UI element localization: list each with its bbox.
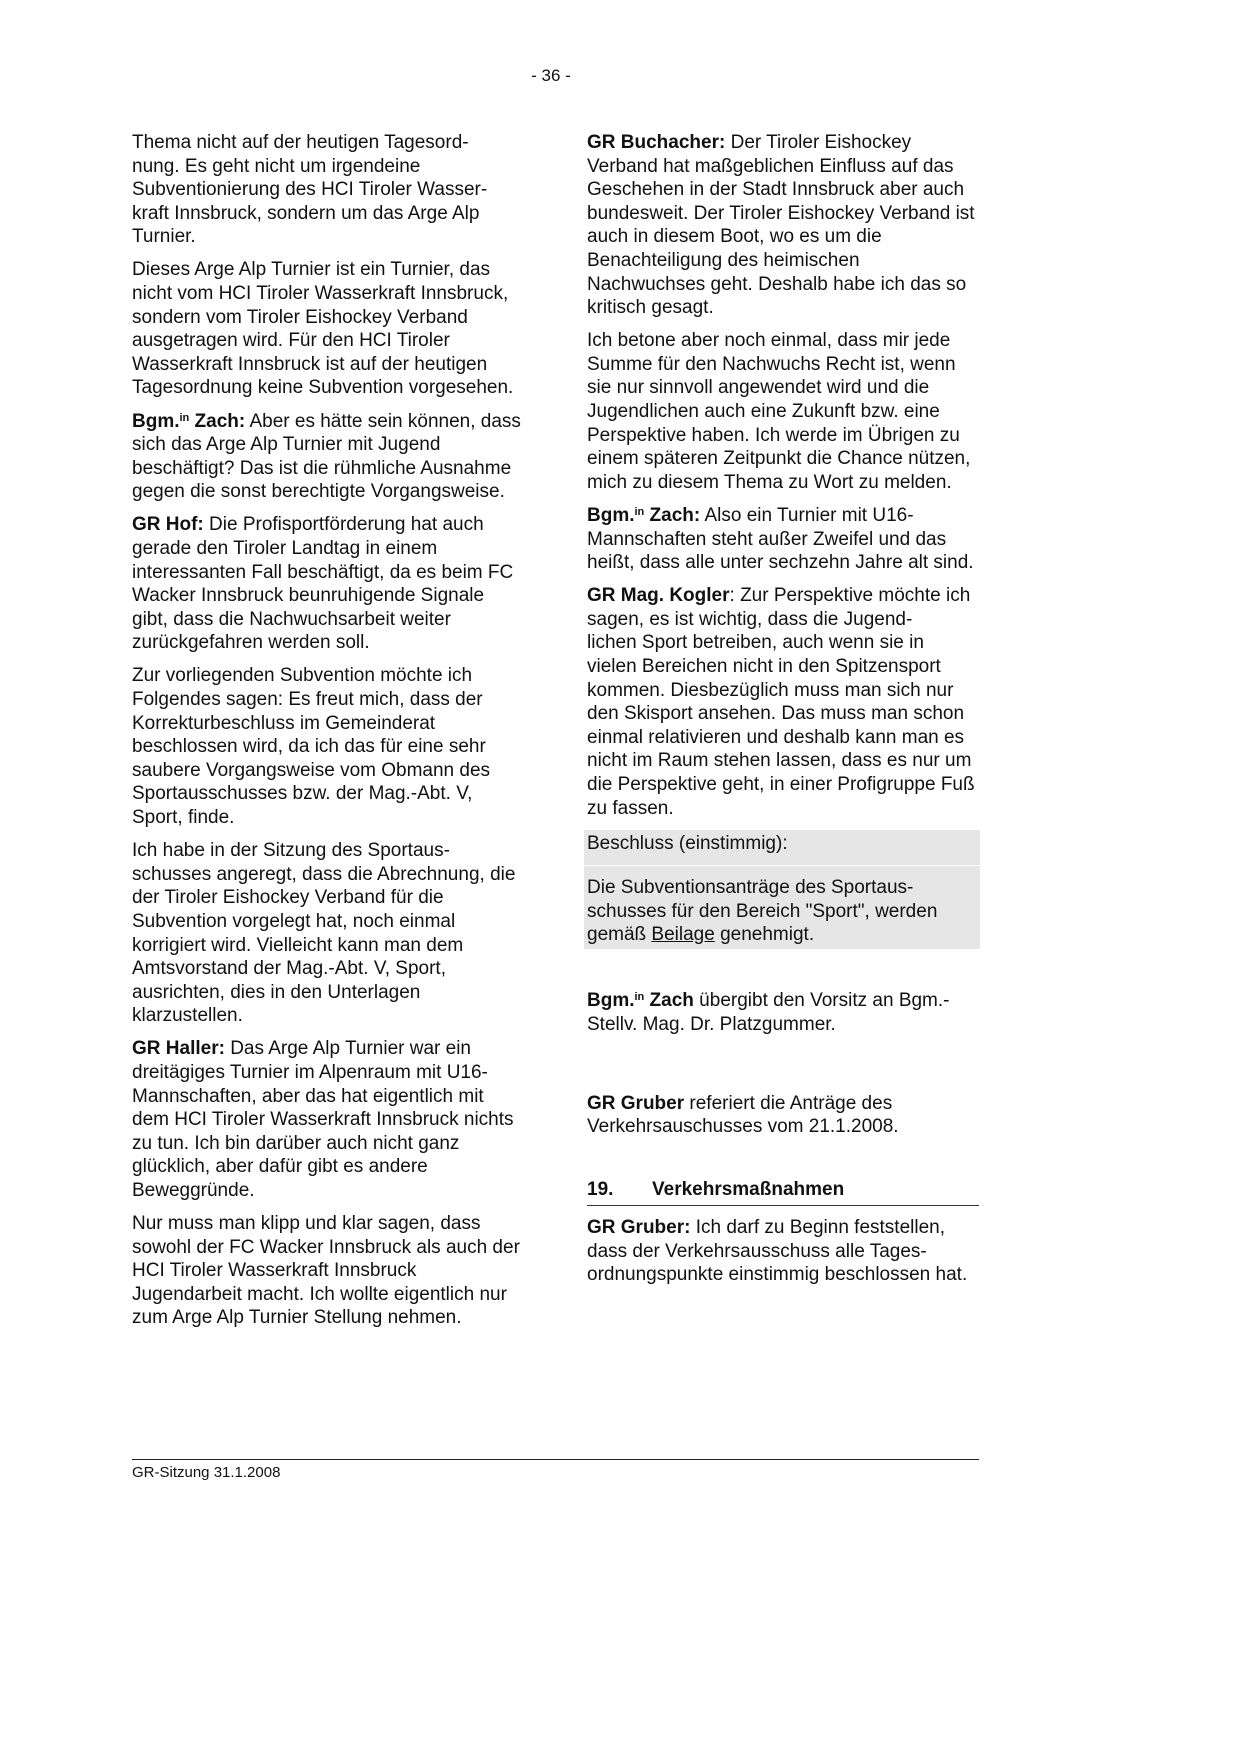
- speaker-name: GR Buchacher:: [587, 132, 726, 153]
- speech-paragraph: GR Gruber: Ich darf zu Beginn feststellen, dass der Verkehrsausschuss alle Tages- ordnungspunkte einstimmig beschlossen hat.: [587, 1216, 968, 1286]
- report-paragraph: GR Gruber referiert die Anträge des Verkehrsauschusses vom 21.1.2008.: [587, 1092, 899, 1138]
- speech-paragraph: GR Buchacher: Der Tiroler Eishockey Verband hat maßgeblichen Einfluss auf das Geschehen in der Stadt Innsbruck aber auch bundesweit. Der Tiroler Eishockey Verband ist auch in diesem Boot, wo es um die Benachteiligung des heimischen Nachwuchses geht. Deshalb habe ich das so kritisch gesagt.: [587, 132, 975, 319]
- speaker-name: Bgm.$^{in}$ Zach: [587, 990, 694, 1011]
- speaker-name: GR Hof:: [132, 514, 204, 536]
- speaker-name: GR Mag. Kogler: [587, 585, 730, 607]
- resolution-box: [584, 830, 980, 949]
- speaker-name: GR Gruber: [587, 1092, 685, 1114]
- speech-paragraph: Bgm.$^{in}$ Zach: Also ein Turnier mit U16- Mannschaften steht außer Zweifel und das heißt, dass alle unter sechzehn Jahre alt sind.: [587, 504, 974, 574]
- resolution-title: Beschluss (einstimmig):: [584, 832, 980, 867]
- left-column: [132, 131, 522, 1340]
- paragraph: Zur vorliegenden Subvention möchte ich Folgendes sagen: Es freut mich, dass der Korrekturbeschluss im Gemeinderat beschlossen wird, da ich das für eine sehr saubere Vorgangsweise vom Obmann des Sportausschusses bzw. der Mag.-Abt. V, Sport, finde.: [132, 665, 491, 829]
- resolution-text: Die Subventionsanträge des Sportaus- schusses für den Bereich "Sport", werden gemäß Beilage genehmigt.: [587, 877, 938, 946]
- paragraph: Ich habe in der Sitzung des Sportaus- schusses angeregt, dass die Abrechnung, die der Tiroler Eishockey Verband für die Subvention vorgelegt hat, noch einmal korrigiert wird. Vielleicht kann man dem Amtsvorstand der Mag.-Abt. V, Sport, ausrichten, dies in den Unterlagen klarzustellen.: [132, 840, 516, 1027]
- paragraph: Thema nicht auf der heutigen Tagesord- nung. Es geht nicht um irgendeine Subventionierung des HCI Tiroler Wasser- kraft Innsbruck, sondern um das Arge Alp Turnier.: [132, 132, 488, 248]
- speaker-name: Bgm.$^{in}$ Zach:: [132, 410, 246, 432]
- speaker-name: GR Haller:: [132, 1038, 225, 1060]
- section-number: 19.: [587, 1179, 614, 1201]
- beilage-link[interactable]: Beilage: [651, 924, 715, 946]
- paragraph: Ich betone aber noch einmal, dass mir jede Summe für den Nachwuchs Recht ist, wenn sie nur sinnvoll angewendet wird und die Jugendlichen auch eine Zukunft bzw. eine Perspektive haben. Ich werde im Übrigen zu einem späteren Zeitpunkt die Chance nützen, mich zu diesem Thema zu Wort zu melden.: [587, 330, 971, 493]
- footer-divider: [132, 1459, 979, 1460]
- speaker-name: Bgm.$^{in}$ Zach:: [587, 504, 701, 526]
- paragraph: Nur muss man klipp und klar sagen, dass sowohl der FC Wacker Innsbruck als auch der HCI Tiroler Wasserkraft Innsbruck Jugendarbeit macht. Ich wollte eigentlich nur zum Arge Alp Turnier Stellung nehmen.: [132, 1213, 520, 1329]
- section-heading: [587, 1178, 979, 1206]
- page-number: - 36 -: [531, 66, 571, 85]
- speaker-name: GR Gruber:: [587, 1216, 691, 1238]
- speech-paragraph: GR Hof: Die Profisportförderung hat auch gerade den Tiroler Landtag in einem interessanten Fall beschäftigt, da es beim FC Wacker Innsbruck beunruhigende Signale gibt, dass die Nachwuchsarbeit weiter zurückgefahren werden soll.: [132, 514, 514, 654]
- paragraph: Dieses Arge Alp Turnier ist ein Turnier, das nicht vom HCI Tiroler Wasserkraft Innsbruck, sondern vom Tiroler Eishockey Verband ausgetragen wird. Für den HCI Tiroler Wasserkraft Innsbruck ist auf der heutigen Tagesordnung keine Subvention vorgesehen.: [132, 259, 514, 399]
- right-column: [587, 131, 977, 1296]
- speech-paragraph: GR Mag. Kogler: Zur Perspektive möchte ich sagen, es ist wichtig, dass die Jugend- lichen Sport betreiben, auch wenn sie in vielen Bereichen nicht in den Spitzensport kommen. Diesbezüglich muss man sich nur den Skisport ansehen. Das muss man schon einmal relativieren und deshalb kann man es nicht im Raum stehen lassen, dass es nur um die Perspektive geht, in einer Profigruppe Fuß zu fassen.: [587, 585, 975, 819]
- speech-paragraph: GR Haller: Das Arge Alp Turnier war ein dreitägiges Turnier im Alpenraum mit U16- Mannschaften, aber das hat eigentlich mit dem HCI Tiroler Wasserkraft Innsbruck nichts zu tun. Ich bin darüber auch nicht ganz glücklich, aber dafür gibt es andere Beweggründe.: [132, 1038, 514, 1201]
- speech-paragraph: Bgm.$^{in}$ Zach: Aber es hätte sein können, dass sich das Arge Alp Turnier mit Jugend beschäftigt? Das ist die rühmliche Ausnahme gegen die sonst berechtigte Vorgangsweise.: [132, 410, 521, 503]
- footer-text: GR-Sitzung 31.1.2008: [132, 1464, 281, 1481]
- section-title: Verkehrsmaßnahmen: [652, 1179, 845, 1201]
- chair-handover: Bgm.$^{in}$ Zach übergibt den Vorsitz an Bgm.-Stellv. Mag. Dr. Platzgummer.: [587, 990, 950, 1035]
